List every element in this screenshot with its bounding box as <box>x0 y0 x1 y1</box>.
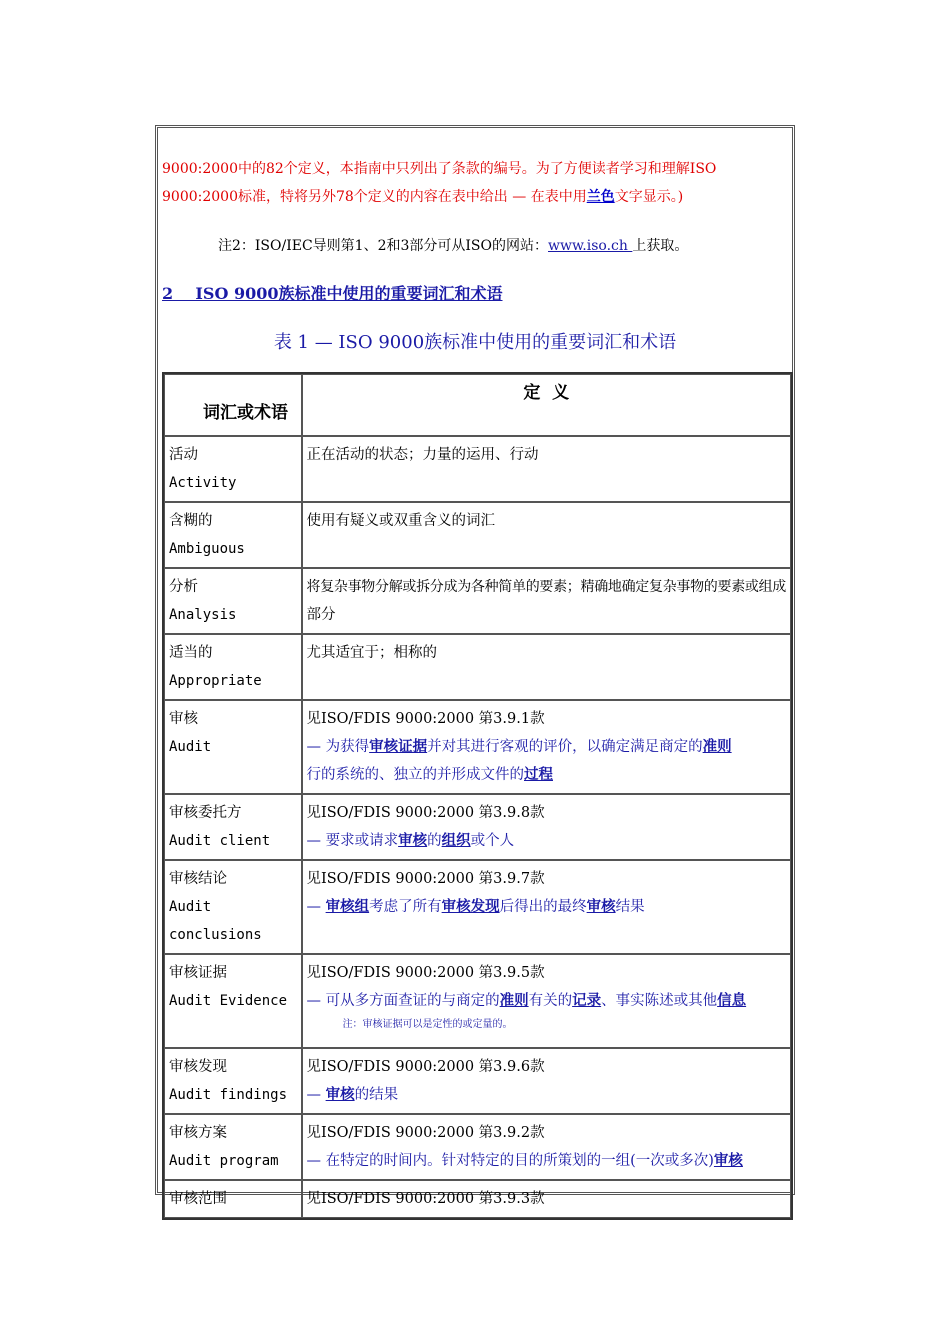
definition-ref: 见ISO/FDIS 9000:2000 第3.9.3款 <box>306 1191 545 1207</box>
def-part: — <box>306 1087 326 1103</box>
def-part: — 可从多方面查证的与商定的 <box>306 993 500 1009</box>
definition-ref: 见ISO/FDIS 9000:2000 第3.9.6款 <box>306 1059 545 1075</box>
def-part: 并对其进行客观的评价，以确定满足商定的 <box>427 739 703 755</box>
document-frame <box>155 125 795 1207</box>
section-heading[interactable]: 2 ISO 9000族标准中使用的重要词汇和术语 <box>162 284 503 303</box>
term-link[interactable]: 准则 <box>702 738 732 755</box>
table-row <box>164 1048 791 1114</box>
term-zh: 审核证据 <box>169 965 227 981</box>
table-row <box>164 436 791 502</box>
definition-ref: 见ISO/FDIS 9000:2000 第3.9.1款 <box>306 711 545 727</box>
term-en: Audit Evidence <box>169 993 288 1009</box>
intro-line-2-text: 9000:2000标准，特将另外78个定义的内容在表中给出 — 在表中用 <box>162 189 587 205</box>
note-text-end: 上获取。 <box>632 238 689 254</box>
table-row <box>164 1180 791 1218</box>
definition-cont: 部分 <box>306 607 336 623</box>
term-link[interactable]: 审核 <box>398 832 428 849</box>
term-zh: 审核 <box>169 711 198 727</box>
note-text: 注2：ISO/IEC导则第1、2和3部分可从ISO的网站： <box>218 238 549 254</box>
definition-text <box>307 739 732 755</box>
term-en: Audit program <box>169 1153 279 1169</box>
header-term-cell <box>164 374 302 436</box>
table-row <box>164 860 791 954</box>
intro-line-1: 9000:2000中的82个定义，本指南中只列出了条款的编号。为了方便读者学习和理解ISO <box>162 161 717 177</box>
term-zh: 审核范围 <box>169 1191 227 1207</box>
definition-ref: 见ISO/FDIS 9000:2000 第3.9.7款 <box>306 871 545 887</box>
table-row <box>164 794 791 860</box>
term-link[interactable]: 审核 <box>713 1152 743 1169</box>
term-link[interactable]: 审核 <box>325 1086 355 1103</box>
iso-website-link[interactable]: www.iso.ch <box>548 238 633 254</box>
header-term: 词汇或术语 <box>203 403 288 423</box>
terms-table <box>162 372 793 1220</box>
term-zh: 活动 <box>169 447 198 463</box>
def-part: 后得出的最终 <box>499 899 587 915</box>
definition-text <box>307 1087 399 1103</box>
definition-ref: 见ISO/FDIS 9000:2000 第3.9.5款 <box>306 965 545 981</box>
table-row <box>164 502 791 568</box>
note-2 <box>218 235 688 255</box>
definition-text-cont <box>307 767 554 783</box>
intro-line-2-end: 文字显示。) <box>614 189 684 205</box>
definition-text <box>307 993 747 1009</box>
def-part: — 要求或请求 <box>306 833 399 849</box>
definition-text <box>307 833 515 849</box>
term-zh: 审核委托方 <box>169 805 242 821</box>
definition-text <box>307 1153 743 1169</box>
blue-word: 兰色 <box>586 189 615 205</box>
definition-ref: 见ISO/FDIS 9000:2000 第3.9.2款 <box>306 1125 545 1141</box>
term-link[interactable]: 审核发现 <box>441 898 500 915</box>
table-row <box>164 1114 791 1180</box>
term-zh: 审核方案 <box>169 1125 227 1141</box>
term-en: Audit findings <box>169 1087 288 1103</box>
def-part: — <box>306 899 326 915</box>
def-part: 或个人 <box>470 833 515 849</box>
def-part: 的结果 <box>354 1087 399 1103</box>
term-link[interactable]: 过程 <box>524 766 553 783</box>
header-def-cell <box>302 374 792 436</box>
definition: 使用有疑义或双重含义的词汇 <box>306 513 495 529</box>
definition-note: 注：审核证据可以是定性的或定量的。 <box>342 1019 513 1030</box>
term-link[interactable]: 记录 <box>572 992 602 1009</box>
intro-line-2 <box>162 186 683 206</box>
term-zh: 含糊的 <box>169 513 213 529</box>
definition: 正在活动的状态；力量的运用、行动 <box>306 447 539 463</box>
definition-ref: 见ISO/FDIS 9000:2000 第3.9.8款 <box>306 805 545 821</box>
def-part: 、事实陈述或其他 <box>601 993 718 1009</box>
term-en: Activity <box>169 475 237 491</box>
definition: 将复杂事物分解或拆分成为各种简单的要素；精确地确定复杂事物的要素或组成 <box>306 579 786 595</box>
table-header-row <box>164 374 791 436</box>
def-part: — 在特定的时间内。针对特定的目的所策划的一组(一次或多次) <box>306 1153 714 1169</box>
term-en: Audit conclusions <box>169 899 262 943</box>
term-link[interactable]: 准则 <box>499 992 529 1009</box>
def-part: 行的系统的、独立的并形成文件的 <box>306 767 524 783</box>
term-en: Audit <box>169 739 212 755</box>
definition: 尤其适宜于；相称的 <box>306 645 437 661</box>
table-caption: 表 1 — ISO 9000族标准中使用的重要词汇和术语 <box>273 332 677 353</box>
term-en: Ambiguous <box>169 541 245 557</box>
term-zh: 适当的 <box>169 645 213 661</box>
definition-text <box>307 899 645 915</box>
term-link[interactable]: 审核 <box>586 898 616 915</box>
term-en: Analysis <box>169 607 237 623</box>
table-row <box>164 634 791 700</box>
term-zh: 分析 <box>169 579 198 595</box>
term-link[interactable]: 审核证据 <box>369 738 428 755</box>
term-en: Audit client <box>169 833 271 849</box>
def-part: 有关的 <box>528 993 573 1009</box>
def-part: — 为获得 <box>306 739 370 755</box>
header-definition: 定 义 <box>523 383 570 403</box>
term-link[interactable]: 组织 <box>441 832 471 849</box>
term-en: Appropriate <box>169 673 262 689</box>
table-row <box>164 954 791 1048</box>
def-part: 的 <box>427 833 442 849</box>
term-zh: 审核发现 <box>169 1059 227 1075</box>
def-part: 结果 <box>615 899 645 915</box>
term-zh: 审核结论 <box>169 871 227 887</box>
table-row <box>164 568 791 634</box>
table-row <box>164 700 791 794</box>
term-link[interactable]: 审核组 <box>325 898 370 915</box>
def-part: 考虑了所有 <box>369 899 442 915</box>
term-link[interactable]: 信息 <box>717 992 747 1009</box>
